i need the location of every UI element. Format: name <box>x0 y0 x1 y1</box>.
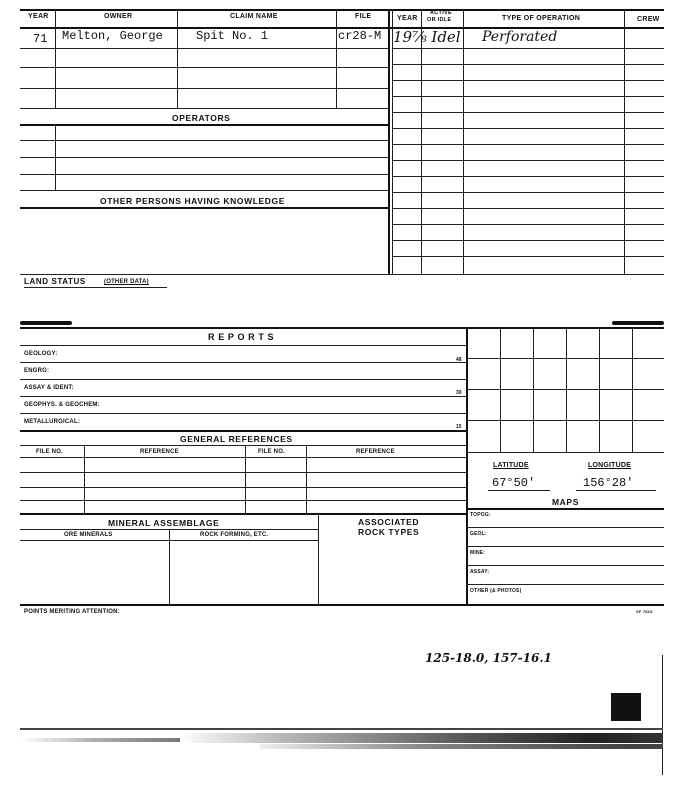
divider <box>84 445 85 513</box>
double-divider <box>388 9 390 274</box>
row-line <box>20 472 466 473</box>
form-code: SF 7818 <box>636 609 653 614</box>
row-line <box>20 513 466 515</box>
row-line <box>392 144 664 145</box>
maps-heading: MAPS <box>552 497 579 507</box>
divider <box>177 27 178 108</box>
grid-line <box>466 389 664 390</box>
header-active: ACTIVE <box>430 10 452 16</box>
row-line <box>20 48 388 49</box>
scan-noise <box>20 728 663 730</box>
reports-heading: R E P O R T S <box>208 332 275 342</box>
maps-line <box>466 508 664 510</box>
divider <box>55 9 56 27</box>
ref-file-no-1: FILE NO. <box>36 449 63 455</box>
header-or-idle: OR IDLE <box>427 17 452 23</box>
record-year: 71 <box>33 32 48 46</box>
row-line <box>392 240 664 241</box>
divider <box>245 445 246 513</box>
row-line <box>466 546 664 547</box>
row-line <box>20 413 466 414</box>
bar-blob <box>20 321 72 325</box>
grid-line <box>466 420 664 421</box>
header-claim-name: CLAIM NAME <box>230 13 278 20</box>
row-line <box>392 208 664 209</box>
other-persons-heading: OTHER PERSONS HAVING KNOWLEDGE <box>100 196 286 206</box>
row-line <box>20 445 466 446</box>
header-file: FILE <box>355 13 372 20</box>
scan-noise <box>20 738 180 742</box>
row-line <box>20 345 466 346</box>
row-line <box>20 108 388 109</box>
row-line <box>20 396 466 397</box>
map-geol: GEOL: <box>470 531 487 537</box>
land-status-heading: LAND STATUS <box>24 277 86 286</box>
ref-reference-2: REFERENCE <box>356 449 395 455</box>
rock-types-heading: ROCK TYPES <box>358 527 420 537</box>
record-claim-name: Spit No. 1 <box>196 29 269 43</box>
map-other: OTHER (& PHOTOS) <box>470 588 522 594</box>
row-line <box>466 527 664 528</box>
bar-blob <box>612 321 664 325</box>
header-owner: OWNER <box>104 13 133 20</box>
footer-handwritten: 125-18.0, 157-16.1 <box>425 651 552 665</box>
row-line <box>466 584 664 585</box>
bottom-line <box>20 604 664 606</box>
divider <box>463 9 464 27</box>
label-geology: GEOLOGY: <box>24 351 58 357</box>
ref-file-no-2: FILE NO. <box>258 449 285 455</box>
row-line <box>392 256 664 257</box>
row-line <box>466 565 664 566</box>
map-topog: TOPOG: <box>470 512 491 518</box>
divider <box>55 27 56 108</box>
grid-line <box>466 358 664 359</box>
label-engrg: ENGRG: <box>24 368 50 374</box>
header-type-of-operation: TYPE OF OPERATION <box>502 15 581 22</box>
num-48: 48 <box>456 357 462 363</box>
latitude-label: LATITUDE <box>493 462 529 469</box>
divider <box>306 445 307 513</box>
longitude-label: LONGITUDE <box>588 462 632 469</box>
longitude-value: 156°28' <box>583 476 634 490</box>
row-line <box>392 128 664 129</box>
lat-underline <box>488 490 550 491</box>
divider <box>624 9 625 27</box>
num-30: 30 <box>456 390 462 396</box>
header-year-2: YEAR <box>397 15 418 22</box>
label-metallurgical: METALLURGICAL: <box>24 419 81 425</box>
row-line <box>20 67 388 68</box>
operators-line <box>20 124 388 126</box>
rock-forming-label: ROCK FORMING, ETC. <box>200 532 269 538</box>
row-line <box>20 140 388 141</box>
record-status-handwritten: 19⅞ Idel <box>393 28 461 46</box>
edge-line <box>662 655 663 775</box>
top-border <box>20 9 664 11</box>
label-assay: ASSAY & IDENT: <box>24 385 74 391</box>
label-geophys: GEOPHYS. & GEOCHEM: <box>24 402 100 408</box>
row-line <box>20 379 466 380</box>
row-line <box>392 112 664 113</box>
row-line <box>392 192 664 193</box>
reports-top-line <box>20 327 664 329</box>
row-line <box>20 174 388 175</box>
divider <box>336 9 337 27</box>
record-owner: Melton, George <box>62 29 163 43</box>
record-operation-handwritten: Perforated <box>482 29 558 45</box>
row-line <box>20 88 388 89</box>
row-line <box>392 80 664 81</box>
header-crew: CREW <box>637 16 660 23</box>
map-mine: MINE: <box>470 550 486 556</box>
row-line <box>20 500 466 501</box>
latitude-value: 67°50' <box>492 476 536 490</box>
row-line <box>20 362 466 363</box>
scan-noise <box>260 744 663 749</box>
divider <box>336 27 337 108</box>
row-line <box>20 190 388 191</box>
land-status-sub: (OTHER DATA) <box>104 279 149 285</box>
points-meriting-heading: POINTS MERITING ATTENTION: <box>24 609 120 615</box>
black-marker <box>611 693 641 721</box>
land-status-line <box>20 274 664 275</box>
row-line <box>20 487 466 488</box>
divider <box>177 9 178 27</box>
row-line <box>392 224 664 225</box>
general-references-heading: GENERAL REFERENCES <box>180 434 293 444</box>
header-year: YEAR <box>28 13 49 20</box>
row-line <box>20 430 466 432</box>
scan-noise <box>180 733 663 743</box>
operators-heading: OPERATORS <box>172 113 231 123</box>
land-status-underline <box>24 287 167 288</box>
long-underline <box>576 490 656 491</box>
row-line <box>392 96 664 97</box>
grid-line <box>466 452 664 453</box>
map-assay: ASSAY: <box>470 569 490 575</box>
ore-minerals-label: ORE MINERALS <box>64 532 113 538</box>
row-line <box>392 160 664 161</box>
associated-heading: ASSOCIATED <box>358 517 420 527</box>
divider <box>466 327 468 604</box>
num-15: 15 <box>456 424 462 430</box>
row-line <box>392 176 664 177</box>
row-line <box>20 457 466 458</box>
row-line <box>20 157 388 158</box>
divider <box>169 529 170 604</box>
mineral-assemblage-heading: MINERAL ASSEMBLAGE <box>108 518 220 528</box>
divider <box>421 9 422 27</box>
row-line <box>392 48 664 49</box>
record-file: cr28-M <box>338 29 382 43</box>
other-persons-line <box>20 207 388 209</box>
divider <box>318 513 319 604</box>
ref-reference-1: REFERENCE <box>140 449 179 455</box>
row-line <box>392 64 664 65</box>
divider <box>55 124 56 190</box>
